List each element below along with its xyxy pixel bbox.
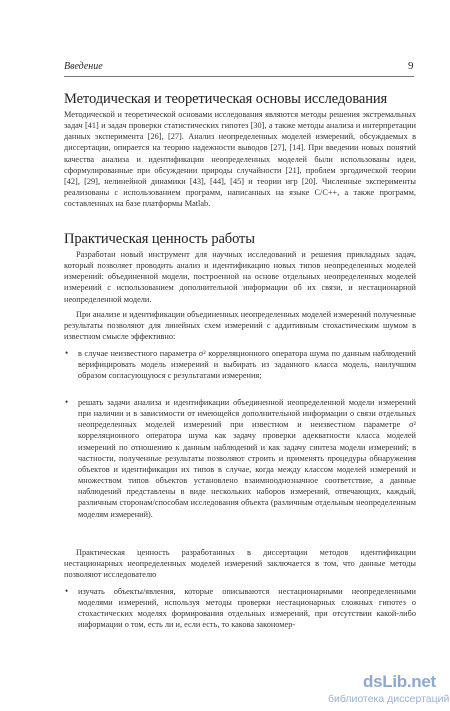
paragraph-practical-3: Практическая ценность разработанных в диссертации методов идентификации нестационарных неопределенных моделей измерений заключается в том, что данные методы позволяют исследователю — [64, 548, 416, 580]
running-header-section: Введение — [64, 61, 103, 72]
section-title-methodology: Методическая и теоретическая основы исследования — [64, 91, 388, 107]
header-divider — [64, 76, 414, 77]
bullet-item — [65, 586, 416, 631]
bullet-marker: • — [65, 397, 69, 407]
bullet-marker: • — [65, 348, 69, 358]
bullet-item — [65, 348, 416, 381]
paragraph-practical-2: При анализе и идентификации объединенных неопределенных моделей измерений полученные результаты позволяют для линейных схем измерений с аддитивным стохастическим шумом в известном смысле эффективно: — [64, 310, 416, 342]
bullet-text: решать задачи анализа и идентификации объединенной неопределенной модели измерений при наличии и в зависимости от имеющейся дополнительной информации о связи отдельных неопределенных моделей измерений при известном и неизвестном параметре σ² корреляционного оператора шума как задачу проверки адекватности класса моделей измерений по отношению к данным наблюдений и как задачу синтеза модели измерений; в частности, полученные результаты позволяют строить и применять процедуры обнаружения объектов и идентификации их типов в случае, когда между классом моделей измерений и множеством типов объектов установлено взаимнооднозначное соответствие, а данные наблюдений представлены в виде нескольких наборов измерений, отвечающих, каждый, различным сторонам/способам исследования объекта (различным отдельным неопределенным моделям измерений). — [78, 398, 416, 519]
paragraph-methodology: Методической и теоретической основами исследования являются методы решения экстремальных задач [41] и задач проверки статистических гипотез [30], а также методы анализа и интерпретации данных эксперимента [26], [27]. Анализ неопределенных моделей измерений, обсуждаемых в диссертации, опирается на теорию надежности выводов [27], [14]. При введении новых понятий качества анализа и идентификации неопределенных моделей были использованы идеи, сформулированные при обсуждении природы случайности [21], проблем эргодической теории [42], [29], нелинейной динамики [43], [44], [45] и теории игр [20]. Численные эксперименты реализованы с использованием программ, написанных на языке C/C++, а также программ, составленных на базе платформы Matlab. — [64, 110, 416, 209]
section-title-practical-value: Практическая ценность работы — [64, 231, 255, 247]
bullet-marker: • — [65, 586, 69, 596]
watermark — [327, 672, 450, 710]
bullet-text: изучать объекты/явления, которые описываются нестационарными неопределенными моделями измерений, используя методы проверки нестационарных сложных гипотез о стохастических моделях формирования отдельных измерений, при отсутствии какой-либо информации о том, есть ли и, если есть, то какова закономер- — [78, 587, 416, 630]
bullet-text: в случае неизвестного параметра σ² корреляционного оператора шума по данным наблюдений верифицировать модель измерений и выбирать из заданного класса модель, наилучшим образом согласующуюся с результатами измерения; — [78, 349, 416, 381]
page-number: 9 — [408, 60, 414, 72]
bullet-item — [65, 397, 416, 520]
watermark-logo: dsLib.net — [363, 672, 436, 691]
watermark-subtitle: библиотека диссертаций — [328, 693, 450, 705]
paragraph-practical-1: Разработан новый инструмент для научных исследований и решения прикладных задач, который позволяет проводить анализ и идентификацию новых типов неопределенных моделей измерений: объединенной модели, построенной на основе отдельных неопределенных моделей измерений с использованием дополнительной информации об их связи, и нестационарной неопределенной модели. — [64, 250, 416, 304]
